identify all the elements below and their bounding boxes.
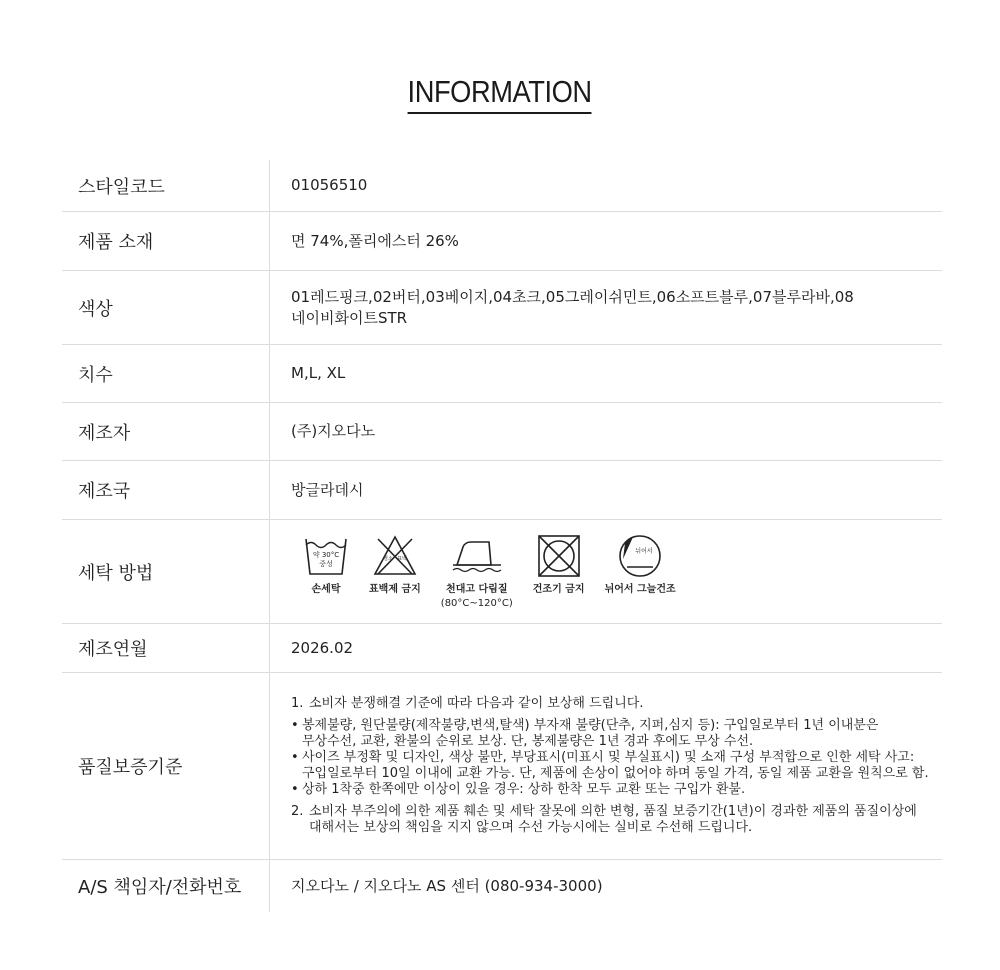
country-value: 방글라데시 [291,480,364,499]
quality-text: 봉제불량, 원단불량(제작불량,변색,탈색) 부자재 불량(단추, 지퍼,심지 등): 구입일로부터 1년 이내분은 무상수선, 교환, 환불의 순위로 보상. 단, 봉제불량은 1년 경과 후에도 무상 수선. [302,718,879,749]
size-label: 치수 [62,345,270,402]
row-wash [62,520,942,624]
country-label: 제조국 [62,461,270,519]
row-date [62,624,942,673]
wash-item-hand-wash [303,533,349,597]
date-value: 2026.02 [291,638,354,657]
quality-marker: 1. [291,696,304,711]
wash-label: 세탁 방법 [62,520,270,623]
no-bleach-text-1: 염소 [383,555,393,562]
style-code-value: 01056510 [291,176,368,194]
date-label: 제조연월 [62,624,270,672]
iron-cloth-icon [449,533,505,579]
quality-marker: • [291,782,299,797]
iron-caption: 천대고 다림질 [446,583,508,595]
quality-marker: 2. [291,804,304,819]
row-quality [62,673,942,860]
quality-item [291,696,942,712]
flat-dry-caption: 뉘어서 그늘건조 [604,583,676,595]
quality-marker: • [291,750,299,765]
quality-item [291,782,942,798]
size-value: M,L, XL [291,364,346,382]
row-country [62,461,942,520]
quality-value [270,673,942,859]
hand-wash-detergent: 중성 [319,559,333,568]
quality-text: 상하 1착중 한쪽에만 이상이 있을 경우: 상하 한착 모두 교환 또는 구입가 환불. [302,782,746,797]
as-label: A/S 책임자/전화번호 [62,860,270,912]
info-table [62,160,942,912]
quality-text: 소비자 부주의에 의한 제품 훼손 및 세탁 잘못에 의한 변형, 품질 보증기간(1년)이 경과한 제품의 품질이상에 대해서는 보상의 책임을 지지 않으며 수선 가능시에는 실비로 수선해 드립니다. [309,804,917,835]
no-bleach-caption: 표백제 금지 [369,583,421,595]
row-material [62,212,942,271]
wash-item-flat-dry [605,533,676,597]
hand-wash-temp: 약 30°C [312,550,340,559]
quality-item [291,718,942,750]
row-size [62,345,942,403]
row-color [62,271,942,345]
wash-value [270,520,942,623]
flat-dry-shade-icon [617,533,663,579]
flat-dry-inner-text: 뉘어서 [635,547,653,555]
no-bleach-text-2: 표백 [397,555,407,562]
as-value: 지오다노 / 지오다노 AS 센터 (080-934-3000) [291,876,603,895]
wash-item-no-tumble [533,533,585,597]
quality-label: 품질보증기준 [62,673,270,859]
material-label: 제품 소재 [62,212,270,270]
maker-value: (주)지오다노 [291,422,376,440]
title-wrap [0,74,1000,114]
quality-item [291,750,942,782]
style-code-label: 스타일코드 [62,160,270,211]
row-style-code [62,160,942,212]
quality-list [291,696,942,836]
maker-label: 제조자 [62,403,270,460]
wash-icons [291,533,942,611]
no-tumble-dry-icon [536,533,582,579]
no-bleach-icon [372,533,418,579]
quality-item [291,804,942,836]
row-maker [62,403,942,461]
no-tumble-caption: 건조기 금지 [532,583,585,595]
material-value: 면 74%,폴리에스터 26% [291,231,459,250]
color-label: 색상 [62,271,270,344]
color-value: 01레드핑크,02버터,03베이지,04초크,05그레이쉬민트,06소프트블루,07블루라바,08네이비화이트STR [291,287,854,327]
wash-item-iron [441,533,513,611]
wash-item-no-bleach [369,533,421,597]
row-as [62,860,942,912]
hand-wash-icon [303,533,349,579]
quality-marker: • [291,718,299,733]
page-title: INFORMATION [408,74,592,114]
iron-temp-range: (80°C~120°C) [440,597,513,609]
quality-text: 소비자 분쟁해결 기준에 따라 다음과 같이 보상해 드립니다. [309,696,644,711]
hand-wash-caption: 손세탁 [311,583,341,595]
quality-text: 사이즈 부정확 및 디자인, 색상 불만, 부당표시(미표시 및 부실표시) 및 소재 구성 부적합으로 인한 세탁 사고: 구입일로부터 10일 이내에 교환 가능. 단, 제품에 손상이 없어야 하며 동일 가격, 동일 제품 교환을 원칙으로 함. [302,750,929,781]
